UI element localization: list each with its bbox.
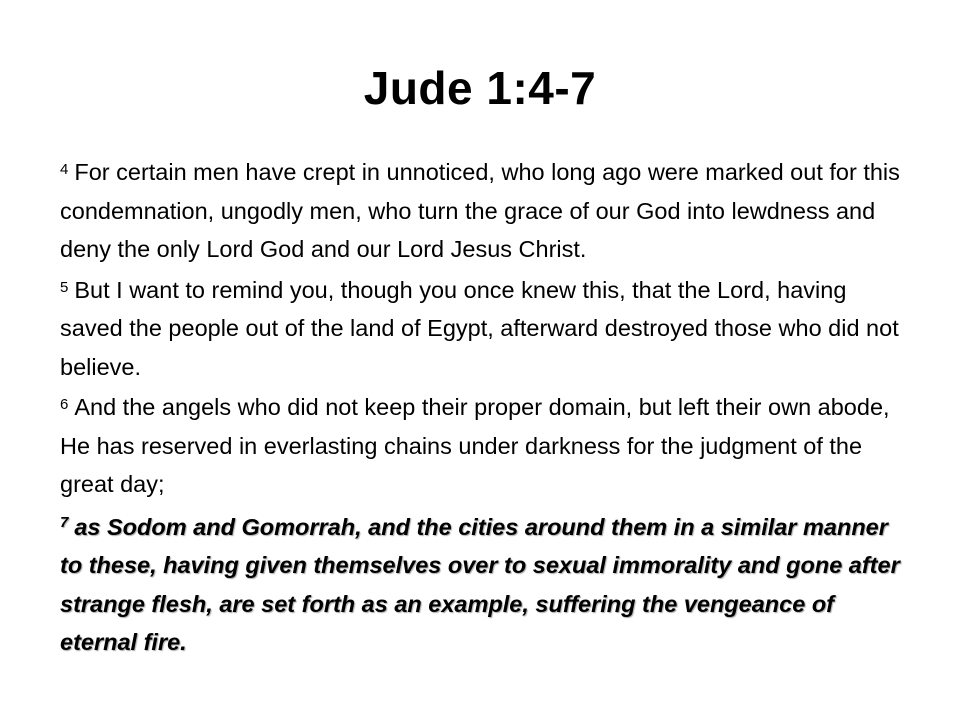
- verse-5: [60, 269, 910, 387]
- verse-text: For certain men have crept in unnoticed, who long ago were marked out for this condemnation, ungodly men, who turn the grace of our God into lewdness and deny the only Lord God and our Lord Jesus Christ.: [60, 159, 900, 262]
- verse-text: as Sodom and Gomorrah, and the cities around them in a similar manner to these, having given themselves over to sexual immorality and gone after strange flesh, are set forth as an example, suffering the vengeance of eternal fire.: [60, 513, 900, 655]
- verse-6: [60, 386, 910, 504]
- verse-number: 4: [60, 161, 69, 178]
- verse-number: 6: [60, 396, 69, 413]
- slide-title: Jude 1:4-7: [363, 62, 597, 114]
- verse-7-emphasized: [60, 504, 910, 662]
- verse-text: And the angels who did not keep their proper domain, but left their own abode, He has reserved in everlasting chains under darkness for the judgment of the great day;: [60, 394, 890, 497]
- verse-number: 7: [60, 513, 69, 531]
- verse-number: 5: [60, 278, 69, 296]
- verse-4: [60, 151, 910, 269]
- scripture-body: [60, 151, 910, 662]
- verse-text: But I want to remind you, though you once knew this, that the Lord, having saved the people out of the land of Egypt, afterward destroyed those who did not believe.: [60, 276, 899, 380]
